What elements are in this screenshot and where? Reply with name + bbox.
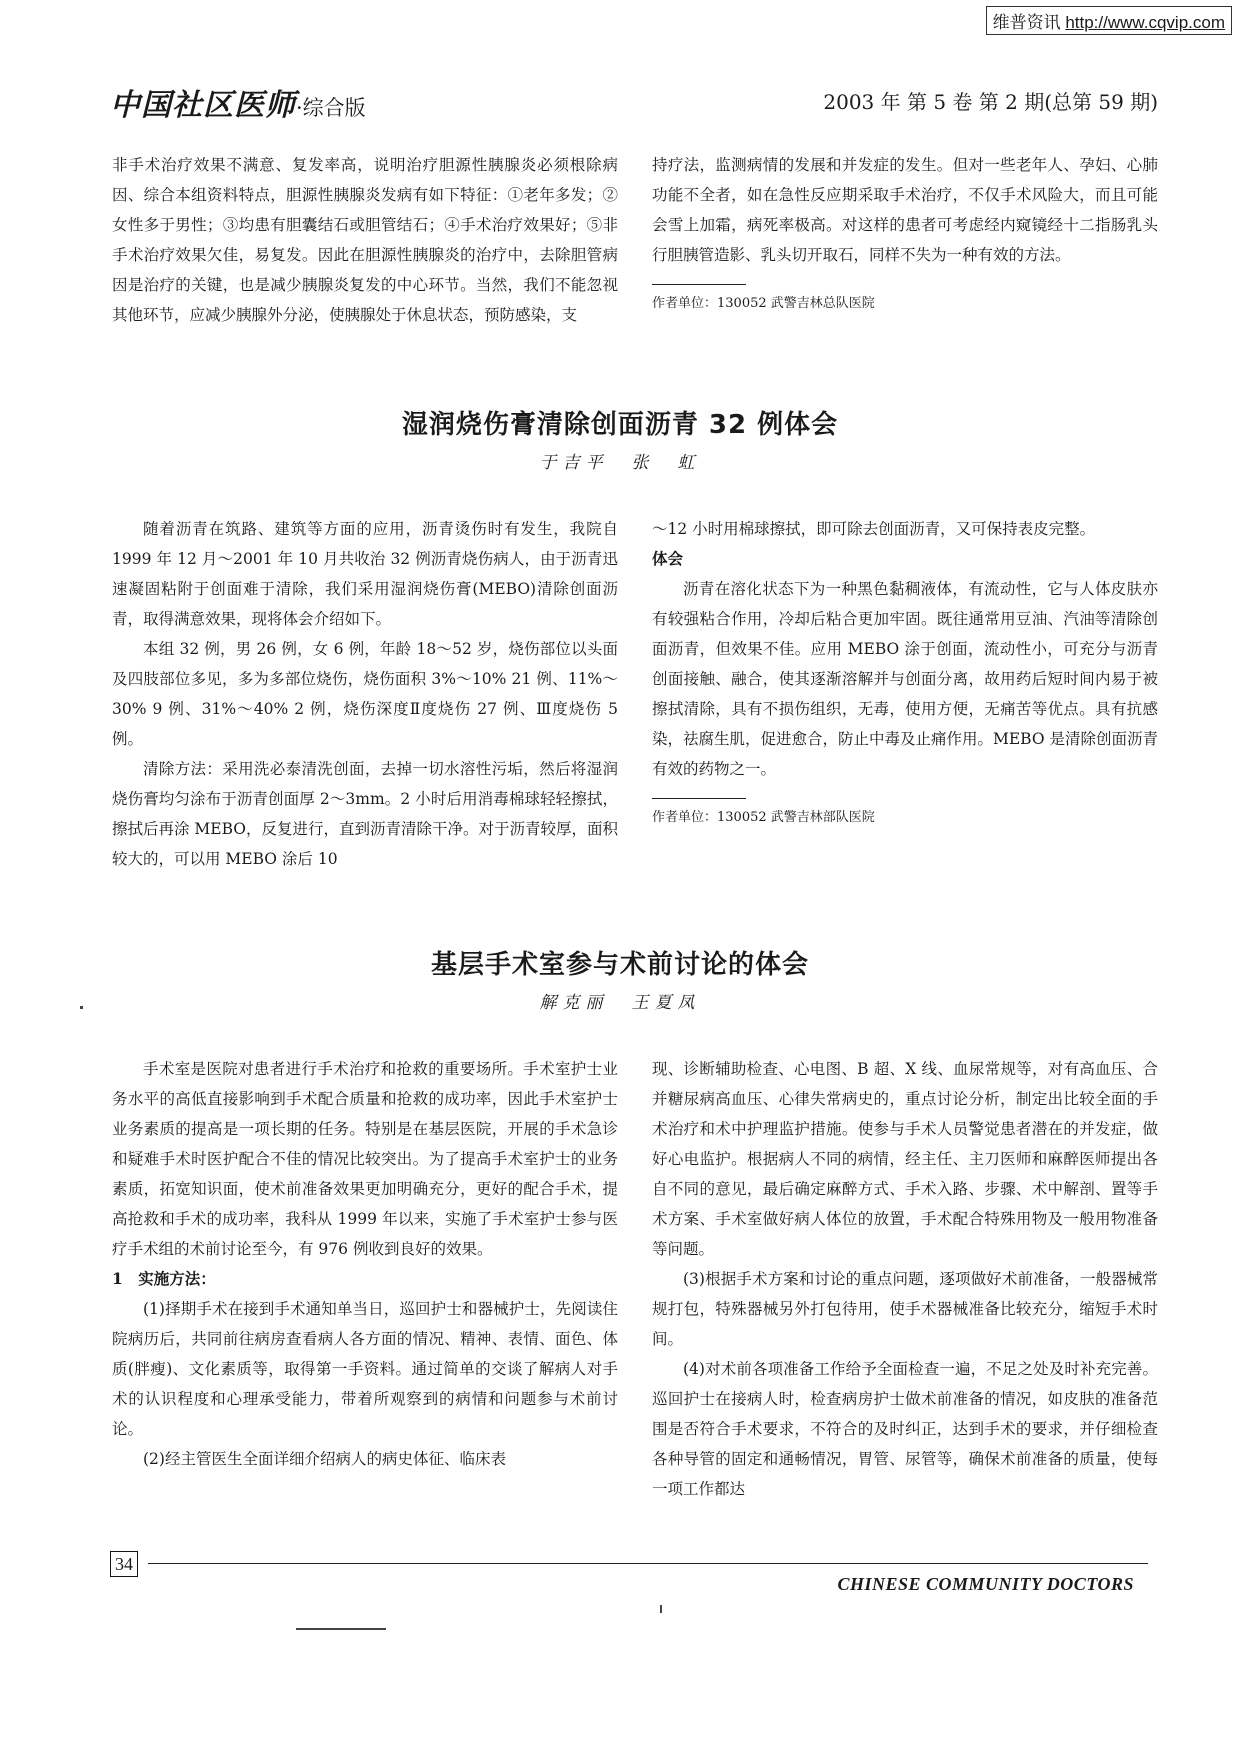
article1-section-heading: 体会 [652, 549, 684, 568]
article2-paragraph: (3)根据手术方案和讨论的重点问题，逐项做好术前准备，一般器械常规打包，特殊器械另外打包待用，使手术器械准备比较充分，缩短手术时间。 [652, 1270, 1158, 1348]
page-number: 34 [110, 1551, 138, 1577]
article1-left-column [112, 514, 618, 874]
article2-section-heading: 1 实施方法： [112, 1269, 216, 1288]
watermark-badge [986, 6, 1232, 35]
scan-speck [296, 1628, 386, 1630]
journal-edition: ·综合版 [296, 96, 366, 120]
article2-title: 基层手术室参与术前讨论的体会 [430, 950, 809, 980]
article1-paragraph-cont: ～12 小时用棉球擦拭，即可除去创面沥青，又可保持表皮完整。 [652, 520, 1096, 538]
article2-intro-paragraph: 手术室是医院对患者进行手术治疗和抢救的重要场所。手术室护士业务水平的高低直接影响到手术配合质量和抢救的成功率，因此手术室护士业务素质的提高是一项长期的任务。特别是在基层医院，开展的手术急诊和疑难手术时医护配合不佳的情况比较突出。为了提高手术室护士的业务素质，拓宽知识面，使术前准备效果更加明确充分，更好的配合手术，提高抢救和手术的成功率，我科从 1999 年以来，实施了手术室护士参与医疗手术组的术前讨论至今，有 976 例收到良好的效果。 [112, 1060, 618, 1258]
article1-paragraph: 随着沥青在筑路、建筑等方面的应用，沥青烫伤时有发生，我院自 1999 年 12 月～2001 年 10 月共收治 32 例沥青烧伤病人，由于沥青迅速凝固粘附于创面难于清除，我们采用湿润烧伤膏(MEBO)清除创面沥青，取得满意效果，现将体会介绍如下。 [112, 520, 618, 628]
journal-logo [110, 80, 366, 124]
issue-info: 2003 年 第 5 卷 第 2 期(总第 59 期) [823, 90, 1158, 114]
article2-left-column [112, 1054, 618, 1474]
article1-paragraph: 清除方法：采用洗必泰清洗创面，去掉一切水溶性污垢，然后将湿润烧伤膏均匀涂布于沥青创面厚 2～3mm。2 小时后用消毒棉球轻轻擦拭，擦拭后再涂 MEBO，反复进行，直到沥青清除干净。对于沥青较厚，面积较大的，可以用 MEBO 涂后 10 [112, 760, 619, 868]
article1-paragraph: 沥青在溶化状态下为一种黑色黏稠液体，有流动性，它与人体皮肤亦有较强粘合作用，冷却后粘合更加牢固。既往通常用豆油、汽油等清除创面沥青，但效果不佳。应用 MEBO 涂于创面，流动性小，可充分与沥青创面接触、融合，使其逐渐溶解并与创面分离，故用药后短时间内易于被擦拭清除，具有不损伤组织，无毒，使用方便，无痛苦等优点。具有抗感染，祛腐生肌，促进愈合，防止中毒及止痛作用。MEBO 是清除创面沥青有效的药物之一。 [652, 580, 1158, 778]
article1-affiliation: 作者单位：130052 武警吉林部队医院 [652, 810, 875, 825]
article1-paragraph: 本组 32 例，男 26 例，女 6 例，年龄 18～52 岁，烧伤部位以头面及四肢部位多见，多为多部位烧伤，烧伤面积 3%～10% 21 例、11%～30% 9 例、31%～40% 2 例，烧伤深度Ⅱ度烧伤 27 例、Ⅲ度烧伤 5 例。 [112, 640, 618, 748]
footer-rule [148, 1563, 1148, 1564]
prev-article-right-column [652, 150, 1158, 315]
prev-article-affiliation: 作者单位：130052 武警吉林总队医院 [652, 296, 875, 311]
article2-right-column [652, 1054, 1158, 1504]
article1-right-column [652, 514, 1158, 829]
journal-name: 中国社区医师 [110, 88, 296, 123]
prev-article-left-paragraph: 非手术治疗效果不满意、复发率高，说明治疗胆源性胰腺炎必须根除病因、综合本组资料特点，胆源性胰腺炎发病有如下特征：①老年多发；②女性多于男性；③均患有胆囊结石或胆管结石；④手术治疗效果好；⑤非手术治疗效果欠佳，易复发。因此在胆源性胰腺炎的治疗中，去除胆管病因是治疗的关键，也是减少胰腺炎复发的中心环节。当然，我们不能忽视其他环节，应减少胰腺外分泌，使胰腺处于休息状态，预防感染，支 [112, 156, 618, 324]
article2-paragraph: 现、诊断辅助检查、心电图、B 超、X 线、血尿常规等，对有高血压、合并糖尿病高血压、心律失常病史的，重点讨论分析，制定出比较全面的手术治疗和术中护理监护措施。使参与手术人员警觉患者潜在的并发症，做好心电监护。根据病人不同的病情，经主任、主刀医师和麻醉医师提出各自不同的意见，最后确定麻醉方式、手术入路、步骤、术中解剖、置等手术方案、手术室做好病人体位的放置，手术配合特殊用物及一般用物准备等问题。 [652, 1060, 1158, 1258]
affiliation-rule [652, 798, 746, 799]
scan-speck [80, 1006, 83, 1009]
masthead [110, 80, 1158, 123]
journal-english-name: CHINESE COMMUNITY DOCTORS [837, 1574, 1134, 1594]
article2-list-item: (1)择期手术在接到手术通知单当日，巡回护士和器械护士，先阅读住院病历后，共同前往病房查看病人各方面的情况、精神、表情、面色、体质(胖瘦)、文化素质等，取得第一手资料。通过简单的交谈了解病人对手术的认识程度和心理承受能力，带着所观察到的病情和问题参与术前讨论。 [112, 1300, 618, 1438]
article2-authors: 解克丽 王夏凤 [539, 993, 701, 1013]
affiliation-rule [652, 284, 746, 285]
article2-paragraph: (4)对术前各项准备工作给予全面检查一遍，不足之处及时补充完善。巡回护士在接病人时，检查病房护士做术前准备的情况，如皮肤的准备范围是否符合手术要求，不符合的及时纠正，达到手术的要求，并仔细检查各种导管的固定和通畅情况，胃管、尿管等，确保术前准备的质量，使每一项工作都达 [652, 1360, 1158, 1498]
article2-list-item: (2)经主管医生全面详细介绍病人的病史体征、临床表 [143, 1450, 506, 1468]
watermark-site: 维普资讯 [992, 13, 1061, 32]
scan-speck [660, 1605, 662, 1613]
watermark-url[interactable]: http://www.cqvip.com [1065, 13, 1225, 32]
prev-article-left-column [112, 150, 618, 330]
article1-authors: 于吉平 张 虹 [539, 453, 701, 473]
article1-title: 湿润烧伤膏清除创面沥青 32 例体会 [401, 410, 839, 440]
prev-article-right-paragraph: 持疗法，监测病情的发展和并发症的发生。但对一些老年人、孕妇、心肺功能不全者，如在急性反应期采取手术治疗，不仅手术风险大，而且可能会雪上加霜，病死率极高。对这样的患者可考虑经内窥镜经十二指肠乳头行胆胰管造影、乳头切开取石，同样不失为一种有效的方法。 [652, 156, 1158, 264]
